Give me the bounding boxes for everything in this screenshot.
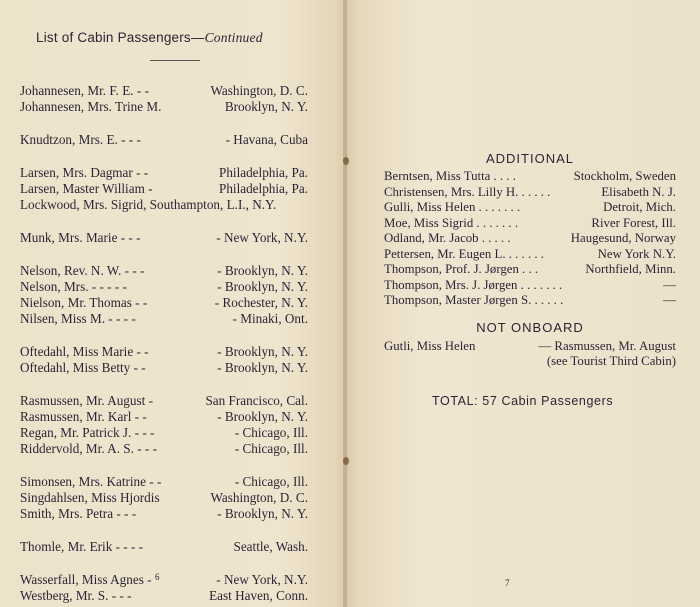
passenger-city: - Rochester, N. Y.: [214, 295, 308, 310]
passenger-row: [20, 279, 308, 295]
passenger-city: - Brooklyn, N. Y.: [217, 344, 308, 359]
additional-row: [384, 200, 676, 216]
additional-row: [384, 185, 676, 201]
passenger-row: [20, 441, 308, 457]
page-title: List of Cabin Passengers—Continued: [36, 30, 263, 45]
passenger-list: [20, 83, 308, 604]
passenger-row: [20, 425, 308, 441]
passenger-city: - New York, N.Y.: [216, 230, 308, 245]
passenger-city: Detroit, Mich.: [603, 200, 676, 214]
passenger-name: Oftedahl, Miss Betty - -: [20, 360, 146, 375]
passenger-row: [20, 311, 308, 327]
passenger-row: [20, 490, 308, 506]
additional-row: [384, 278, 676, 294]
passenger-city: Philadelphia, Pa.: [218, 165, 308, 180]
passenger-city: Washington, D. C.: [210, 83, 308, 98]
passenger-name: Knudtzon, Mrs. E. - - -: [20, 132, 141, 147]
passenger-name: Larsen, Master William -: [20, 181, 153, 196]
passenger-city: - Brooklyn, N. Y.: [217, 279, 308, 294]
passenger-name: Gulli, Miss Helen . . . . . . .: [384, 200, 521, 214]
passenger-city: —: [663, 293, 676, 307]
passenger-city: - Chicago, Ill.: [234, 474, 308, 489]
not-onboard-name: Gutli, Miss Helen: [384, 339, 476, 353]
passenger-name: Munk, Mrs. Marie - - -: [20, 230, 141, 245]
passenger-city: - Brooklyn, N. Y.: [217, 263, 308, 278]
passenger-city: - Chicago, Ill.: [234, 441, 308, 456]
passenger-name: Christensen, Mrs. Lilly H. . . . . .: [384, 184, 551, 199]
passenger-city: New York N.Y.: [597, 246, 676, 261]
passenger-name: Smith, Mrs. Petra - - -: [20, 506, 137, 521]
passenger-name: Oftedahl, Miss Marie - -: [20, 344, 149, 359]
passenger-name: Odland, Mr. Jacob . . . . .: [384, 231, 511, 245]
passenger-row: [20, 181, 308, 197]
passenger-name: Nielson, Mr. Thomas - -: [20, 295, 148, 310]
not-onboard-note-cont: (see Tourist Third Cabin): [546, 354, 676, 368]
passenger-name: Nilsen, Miss M. - - - -: [20, 311, 136, 326]
passenger-row: [20, 165, 308, 181]
passenger-name: Rasmussen, Mr. Karl - -: [20, 409, 147, 424]
passenger-name: Moe, Miss Sigrid . . . . . . .: [384, 215, 519, 230]
passenger-city: Haugesund, Norway: [570, 231, 676, 245]
passenger-name: Pettersen, Mr. Eugen L. . . . . . .: [384, 246, 544, 261]
passenger-name: Lockwood, Mrs. Sigrid, Southampton, L.I., N.Y.: [20, 197, 277, 212]
passenger-row: [20, 83, 308, 99]
passenger-city: Northfield, Minn.: [585, 262, 676, 276]
passenger-row: [20, 132, 308, 148]
passenger-row: [20, 99, 308, 115]
passenger-row: [20, 474, 308, 490]
passenger-name: Nelson, Rev. N. W. - - -: [20, 263, 145, 278]
passenger-city: Brooklyn, N. Y.: [224, 99, 308, 114]
additional-row: [384, 231, 676, 247]
passenger-name: Thomle, Mr. Erik - - - -: [20, 539, 144, 554]
title-rule: [150, 60, 200, 61]
passenger-city: - Brooklyn, N. Y.: [217, 506, 308, 521]
passenger-row: [20, 393, 308, 409]
not-onboard-heading: NOT ONBOARD: [476, 320, 584, 335]
passenger-name: Thompson, Mrs. J. Jørgen . . . . . . .: [384, 277, 563, 292]
passenger-name: Thompson, Prof. J. Jørgen . . .: [384, 262, 539, 276]
passenger-city: Seattle, Wash.: [233, 539, 308, 554]
passenger-name: Singdahlsen, Miss Hjordis: [20, 490, 160, 505]
passenger-name: Johannesen, Mr. F. E. - -: [20, 83, 149, 98]
passenger-row: [20, 539, 308, 555]
additional-row: [384, 216, 676, 232]
center-fold: [343, 0, 347, 607]
passenger-city: - Brooklyn, N. Y.: [217, 360, 308, 375]
passenger-row: [20, 197, 308, 213]
passenger-row: [20, 344, 308, 360]
binding-staple: [343, 157, 349, 165]
passenger-name: Wasserfall, Miss Agnes -: [20, 572, 152, 587]
passenger-city: River Forest, Ill.: [591, 215, 676, 230]
additional-row: [384, 247, 676, 263]
passenger-name: Rasmussen, Mr. August -: [20, 393, 153, 408]
additional-heading: ADDITIONAL: [485, 151, 574, 166]
passenger-name: Thompson, Master Jørgen S. . . . . .: [384, 293, 564, 307]
passenger-city: Washington, D. C.: [210, 490, 308, 505]
passenger-row: [20, 506, 308, 522]
passenger-name: Regan, Mr. Patrick J. - - -: [20, 425, 155, 440]
additional-list: [384, 169, 676, 309]
additional-row: [384, 169, 676, 185]
passenger-city: - Brooklyn, N. Y.: [217, 409, 308, 424]
binding-staple: [343, 457, 349, 465]
passenger-city: - New York, N.Y.: [216, 572, 308, 587]
passenger-row: [20, 360, 308, 376]
passenger-name: Johannesen, Mrs. Trine M.: [20, 99, 162, 114]
passenger-name: Larsen, Mrs. Dagmar - -: [20, 165, 149, 180]
total-line: TOTAL: 57 Cabin Passengers: [432, 394, 614, 408]
passenger-row: [20, 263, 308, 279]
passenger-name: Simonsen, Mrs. Katrine - -: [20, 474, 162, 489]
passenger-city: Philadelphia, Pa.: [218, 181, 308, 196]
passenger-city: - Havana, Cuba: [225, 132, 308, 147]
passenger-row: [20, 588, 308, 604]
not-onboard-note: — Rasmussen, Mr. August: [538, 339, 676, 353]
passenger-name: Riddervold, Mr. A. S. - - -: [20, 441, 157, 456]
passenger-city: East Haven, Conn.: [209, 588, 308, 603]
passenger-city: - Chicago, Ill.: [234, 425, 308, 440]
page-number-left: 6: [155, 572, 160, 582]
passenger-row: [20, 230, 308, 246]
passenger-row: [20, 572, 308, 588]
additional-row: [384, 262, 676, 278]
passenger-city: Stockholm, Sweden: [573, 169, 676, 183]
passenger-name: Nelson, Mrs. - - - - -: [20, 279, 127, 294]
passenger-row: [20, 295, 308, 311]
page-number-right: 7: [505, 578, 510, 588]
passenger-row: [20, 409, 308, 425]
passenger-city: San Francisco, Cal.: [205, 393, 308, 408]
passenger-city: —: [663, 277, 676, 292]
passenger-name: Westberg, Mr. S. - - -: [20, 588, 132, 603]
passenger-city: - Minaki, Ont.: [232, 311, 308, 326]
passenger-name: Berntsen, Miss Tutta . . . .: [384, 169, 516, 183]
passenger-city: Elisabeth N. J.: [601, 184, 676, 199]
additional-row: [384, 293, 676, 309]
